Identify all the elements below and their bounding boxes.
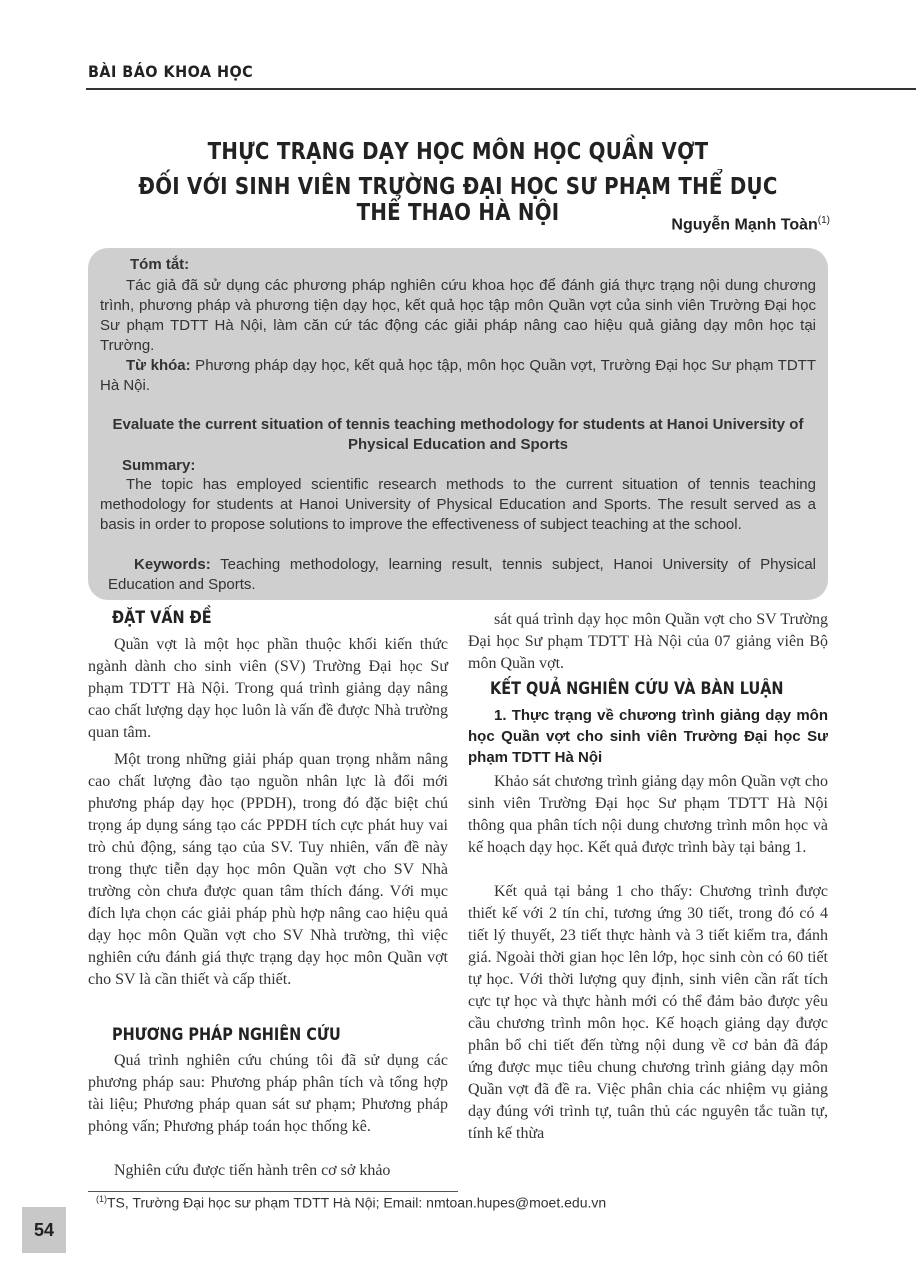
author-name: Nguyễn Mạnh Toàn <box>671 216 818 234</box>
title-line-1: THỰC TRẠNG DẠY HỌC MÔN HỌC QUẦN VỢT <box>207 139 709 165</box>
footnote <box>96 1194 606 1211</box>
right-p0-text: sát quá trình dạy học môn Quần vợt cho SV Trường Đại học Sư phạm TDTT Hà Nội của 07 giảng viên Bộ môn Quần vợt. <box>468 611 828 672</box>
abstract-vi-keywords <box>100 356 816 396</box>
keywords-en-text: Teaching methodology, learning result, tennis subject, Hanoi University of Physical Education and Sports. <box>108 556 816 593</box>
results-p1-text: Khảo sát chương trình giảng dạy môn Quần vợt cho sinh viên Trường Đại học Sư phạm TDTT Hà Nội thông qua phân tích nội dung chương trình môn học và kế hoạch dạy học. Kết quả được trình bày tại bảng 1. <box>468 773 828 856</box>
abstract-en-title: Evaluate the current situation of tennis teaching methodology for students at Hanoi University of Physical Education and Sports <box>112 416 804 453</box>
heading-introduction: ĐẶT VẤN ĐỀ <box>112 608 212 628</box>
footnote-mark: (1) <box>96 1194 107 1204</box>
abstract-en-body <box>100 475 816 535</box>
keywords-vi-text: Phương pháp dạy học, kết quả học tập, môn học Quần vợt, Trường Đại học Sư phạm TDTT Hà Nội. <box>100 357 816 394</box>
results-paragraph-2 <box>468 881 828 1145</box>
section-label: BÀI BÁO KHOA HỌC <box>88 62 254 81</box>
right-paragraph-0 <box>468 609 828 675</box>
methods-p1-text: Quá trình nghiên cứu chúng tôi đã sử dụng các phương pháp sau: Phương pháp phân tích và tổng hợp tài liệu; Phương pháp quan sát sư phạm; Phương pháp phỏng vấn; Phương pháp toán học thống kê. <box>88 1052 448 1135</box>
results-paragraph-1 <box>468 771 828 859</box>
author <box>671 215 830 234</box>
subheading-text: 1. Thực trạng về chương trình giảng dạy môn học Quần vợt cho sinh viên Trường Đại học Sư phạm TDTT Hà Nội <box>468 707 828 766</box>
results-p2-text: Kết quả tại bảng 1 cho thấy: Chương trình được thiết kế với 2 tín chỉ, tương ứng 30 tiết, trong đó có 4 tiết lý thuyết, 23 tiết thực hành và 3 tiết kiểm tra, đánh giá. Ngoài thời gian học lên lớp, học sinh còn có 60 tiết tự học. Với thời lượng quy định, sinh viên cần rất tích cực tự học và thực hành mới có thể đảm bảo được yêu cầu chương trình môn học. Kế hoạch giảng dạy được phân bổ chi tiết đến từng nội dung về cơ bản đã đáp ứng được mục tiêu chung chương trình giảng dạy môn Quần vợt đã đề ra. Việc phân chia các nhiệm vụ giảng dạy đúng với trình tự, tuân thủ các nguyên tắc tuần tự, tính kế thừa <box>468 883 828 1142</box>
heading-results: KẾT QUẢ NGHIÊN CỨU VÀ BÀN LUẬN <box>490 679 784 699</box>
methods-p2-text: Nghiên cứu được tiến hành trên cơ sở khảo <box>114 1162 391 1179</box>
header-rule <box>86 88 916 90</box>
heading-methods: PHƯƠNG PHÁP NGHIÊN CỨU <box>112 1025 341 1045</box>
intro-paragraph-1 <box>88 634 448 744</box>
abstract-en-text: The topic has employed scientific research methods to the current situation of tennis teaching methodology for students at Hanoi University of Physical Education and Sports. The result served as a basis in order to propose solutions to improve the effectiveness of subject teaching at the school. <box>100 476 816 533</box>
abstract-vi-body <box>100 276 816 356</box>
footnote-rule <box>88 1191 458 1192</box>
title-line-2: ĐỐI VỚI SINH VIÊN TRƯỜNG ĐẠI HỌC SƯ PHẠM THỂ DỤC THỂ THAO HÀ NỘI <box>138 174 778 226</box>
author-mark: (1) <box>817 215 830 226</box>
intro-paragraph-2 <box>88 749 448 991</box>
abstract-en-keywords <box>108 555 816 595</box>
abstract-en-label: Summary: <box>122 457 196 474</box>
abstract-vi-label: Tóm tắt: <box>130 256 190 273</box>
subheading-curriculum <box>468 705 828 768</box>
keywords-en-label: Keywords: <box>134 556 211 573</box>
page-number: 54 <box>33 1220 55 1240</box>
intro-p2-text: Một trong những giải pháp quan trọng nhằm nâng cao chất lượng đào tạo nguồn nhân lực là đổi mới phương pháp dạy học (PPDH), trong đó đặc biệt chú trọng áp dụng sáng tạo các PPDH tích cực phát huy vai trò chủ động, sáng tạo của SV. Tuy nhiên, vấn đề này trong thực tiễn dạy học môn Quần vợt cho SV Nhà trường còn chưa được quan tâm thích đáng. Với mục đích lựa chọn các giải pháp phù hợp nâng cao hiệu quả dạy học môn Quần vợt cho SV Nhà trường, thì việc nghiên cứu đánh giá thực trạng dạy học môn Quần vợt cho SV là cần thiết và cấp thiết. <box>88 751 448 988</box>
keywords-vi-label: Từ khóa: <box>126 357 191 374</box>
footnote-text: TS, Trường Đại học sư phạm TDTT Hà Nội; Email: nmtoan.hupes@moet.edu.vn <box>107 1194 607 1211</box>
intro-p1-text: Quần vợt là một học phần thuộc khối kiến thức ngành dành cho sinh viên (SV) Trường Đại học Sư phạm TDTT Hà Nội. Trong quá trình giảng dạy nâng cao chất lượng dạy học luôn là vấn đề được Nhà trường quan tâm. <box>88 636 448 741</box>
abstract-vi-text: Tác giả đã sử dụng các phương pháp nghiên cứu khoa học để đánh giá thực trạng nội dung chương trình, phương pháp và phương tiện dạy học, kết quả học tập môn Quần vợt của sinh viên Trường Đại học Sư phạm TDTT Hà Nội, làm căn cứ tác động các giải pháp nâng cao hiệu quả giảng dạy môn học tại Trường. <box>100 277 816 354</box>
methods-paragraph-1 <box>88 1050 448 1138</box>
methods-paragraph-2 <box>88 1160 448 1182</box>
